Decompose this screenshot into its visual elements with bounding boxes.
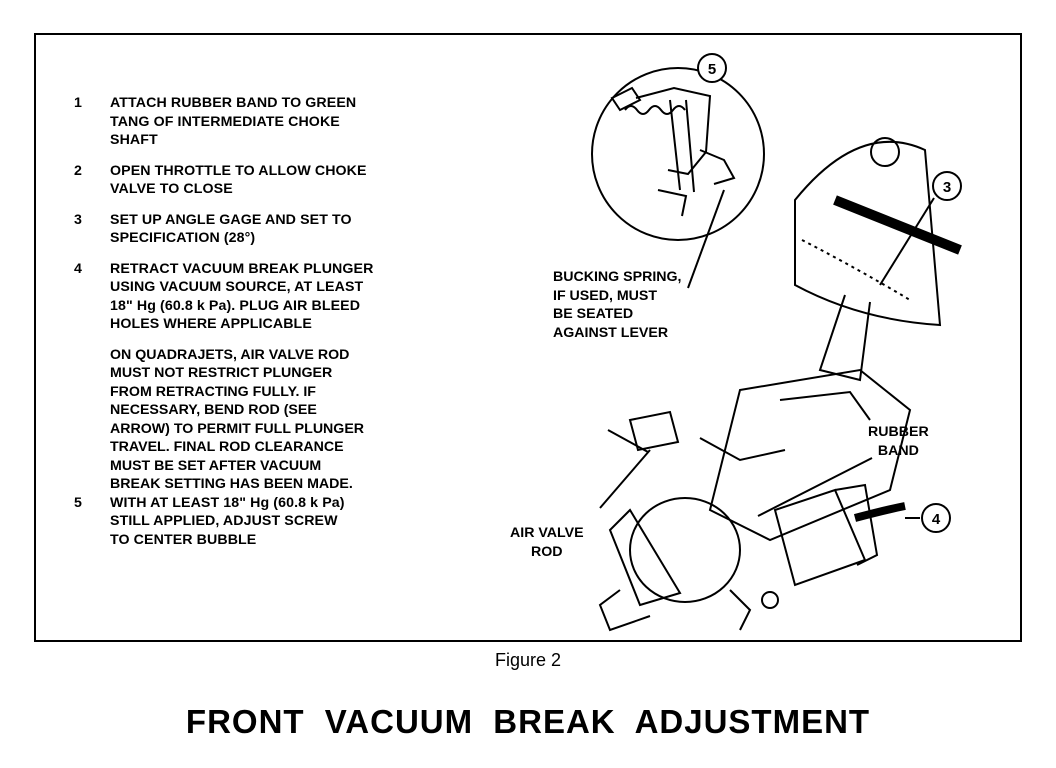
- step-text: RETRACT VACUUM BREAK PLUNGER USING VACUUM SOURCE, AT LEAST 18" Hg (60.8 k Pa). PLUG AIR BLEED HOLES WHERE APPLICABLE: [110, 260, 374, 332]
- detail-rod: [670, 100, 694, 192]
- step-number: 4: [74, 260, 82, 277]
- rubber-band-label: RUBBER BAND: [868, 424, 929, 459]
- callout-5-badge: [698, 54, 726, 82]
- step-1: [70, 94, 430, 150]
- step-number: 2: [74, 162, 82, 179]
- air-valve-rod-label: AIR VALVE ROD: [510, 525, 584, 560]
- detail-bracket: [612, 88, 640, 110]
- air-valve-bracket: [630, 412, 678, 450]
- instruction-list: [70, 94, 430, 549]
- step-2: [70, 162, 430, 199]
- step-text: OPEN THROTTLE TO ALLOW CHOKE VALVE TO CLOSE: [110, 162, 367, 197]
- detail-circle: [592, 68, 764, 240]
- callout-3-text: 3: [942, 179, 952, 196]
- callout-3-badge: [933, 172, 961, 200]
- carburetor-diagram: [440, 40, 1020, 640]
- vacuum-break-diaphragm: [630, 498, 740, 602]
- step-4-note: ON QUADRAJETS, AIR VALVE ROD MUST NOT RESTRICT PLUNGER FROM RETRACTING FULLY. IF NECESSARY, BEND ROD (SEE ARROW) TO PERMIT FULL PLUNGER TRAVEL. FINAL ROD CLEARANCE MUST BE SET AFTER VACUUM BREAK SETTING HAS BEEN MADE.: [110, 346, 365, 492]
- vacuum-hose: [855, 506, 905, 518]
- step-number: 3: [74, 211, 82, 228]
- air-valve-rod-leader: [600, 450, 650, 508]
- callout-5-text: 5: [707, 61, 717, 78]
- step-text: ATTACH RUBBER BAND TO GREEN TANG OF INTERMEDIATE CHOKE SHAFT: [110, 95, 357, 148]
- callout-4-text: 4: [931, 511, 941, 528]
- step-3: [70, 211, 430, 248]
- bucking-spring-detail: [625, 106, 685, 114]
- page-title: FRONT VACUUM BREAK ADJUSTMENT: [185, 703, 871, 740]
- step-4: [70, 260, 430, 334]
- rear-vacuum-break: [775, 490, 865, 585]
- gage-arm: [835, 200, 960, 250]
- step-text: WITH AT LEAST 18" Hg (60.8 k Pa) STILL APPLIED, ADJUST SCREW TO CENTER BUBBLE: [110, 494, 345, 548]
- step-number: 5: [74, 494, 82, 511]
- figure-caption: Figure 2: [494, 650, 562, 670]
- step-5: [70, 494, 430, 550]
- step-text: SET UP ANGLE GAGE AND SET TO SPECIFICATION (28°): [110, 211, 352, 246]
- callout-4-badge: [922, 504, 950, 532]
- bucking-spring-label: BUCKING SPRING, IF USED, MUST BE SEATED AGAINST LEVER: [553, 269, 682, 341]
- step-number: 1: [74, 95, 82, 111]
